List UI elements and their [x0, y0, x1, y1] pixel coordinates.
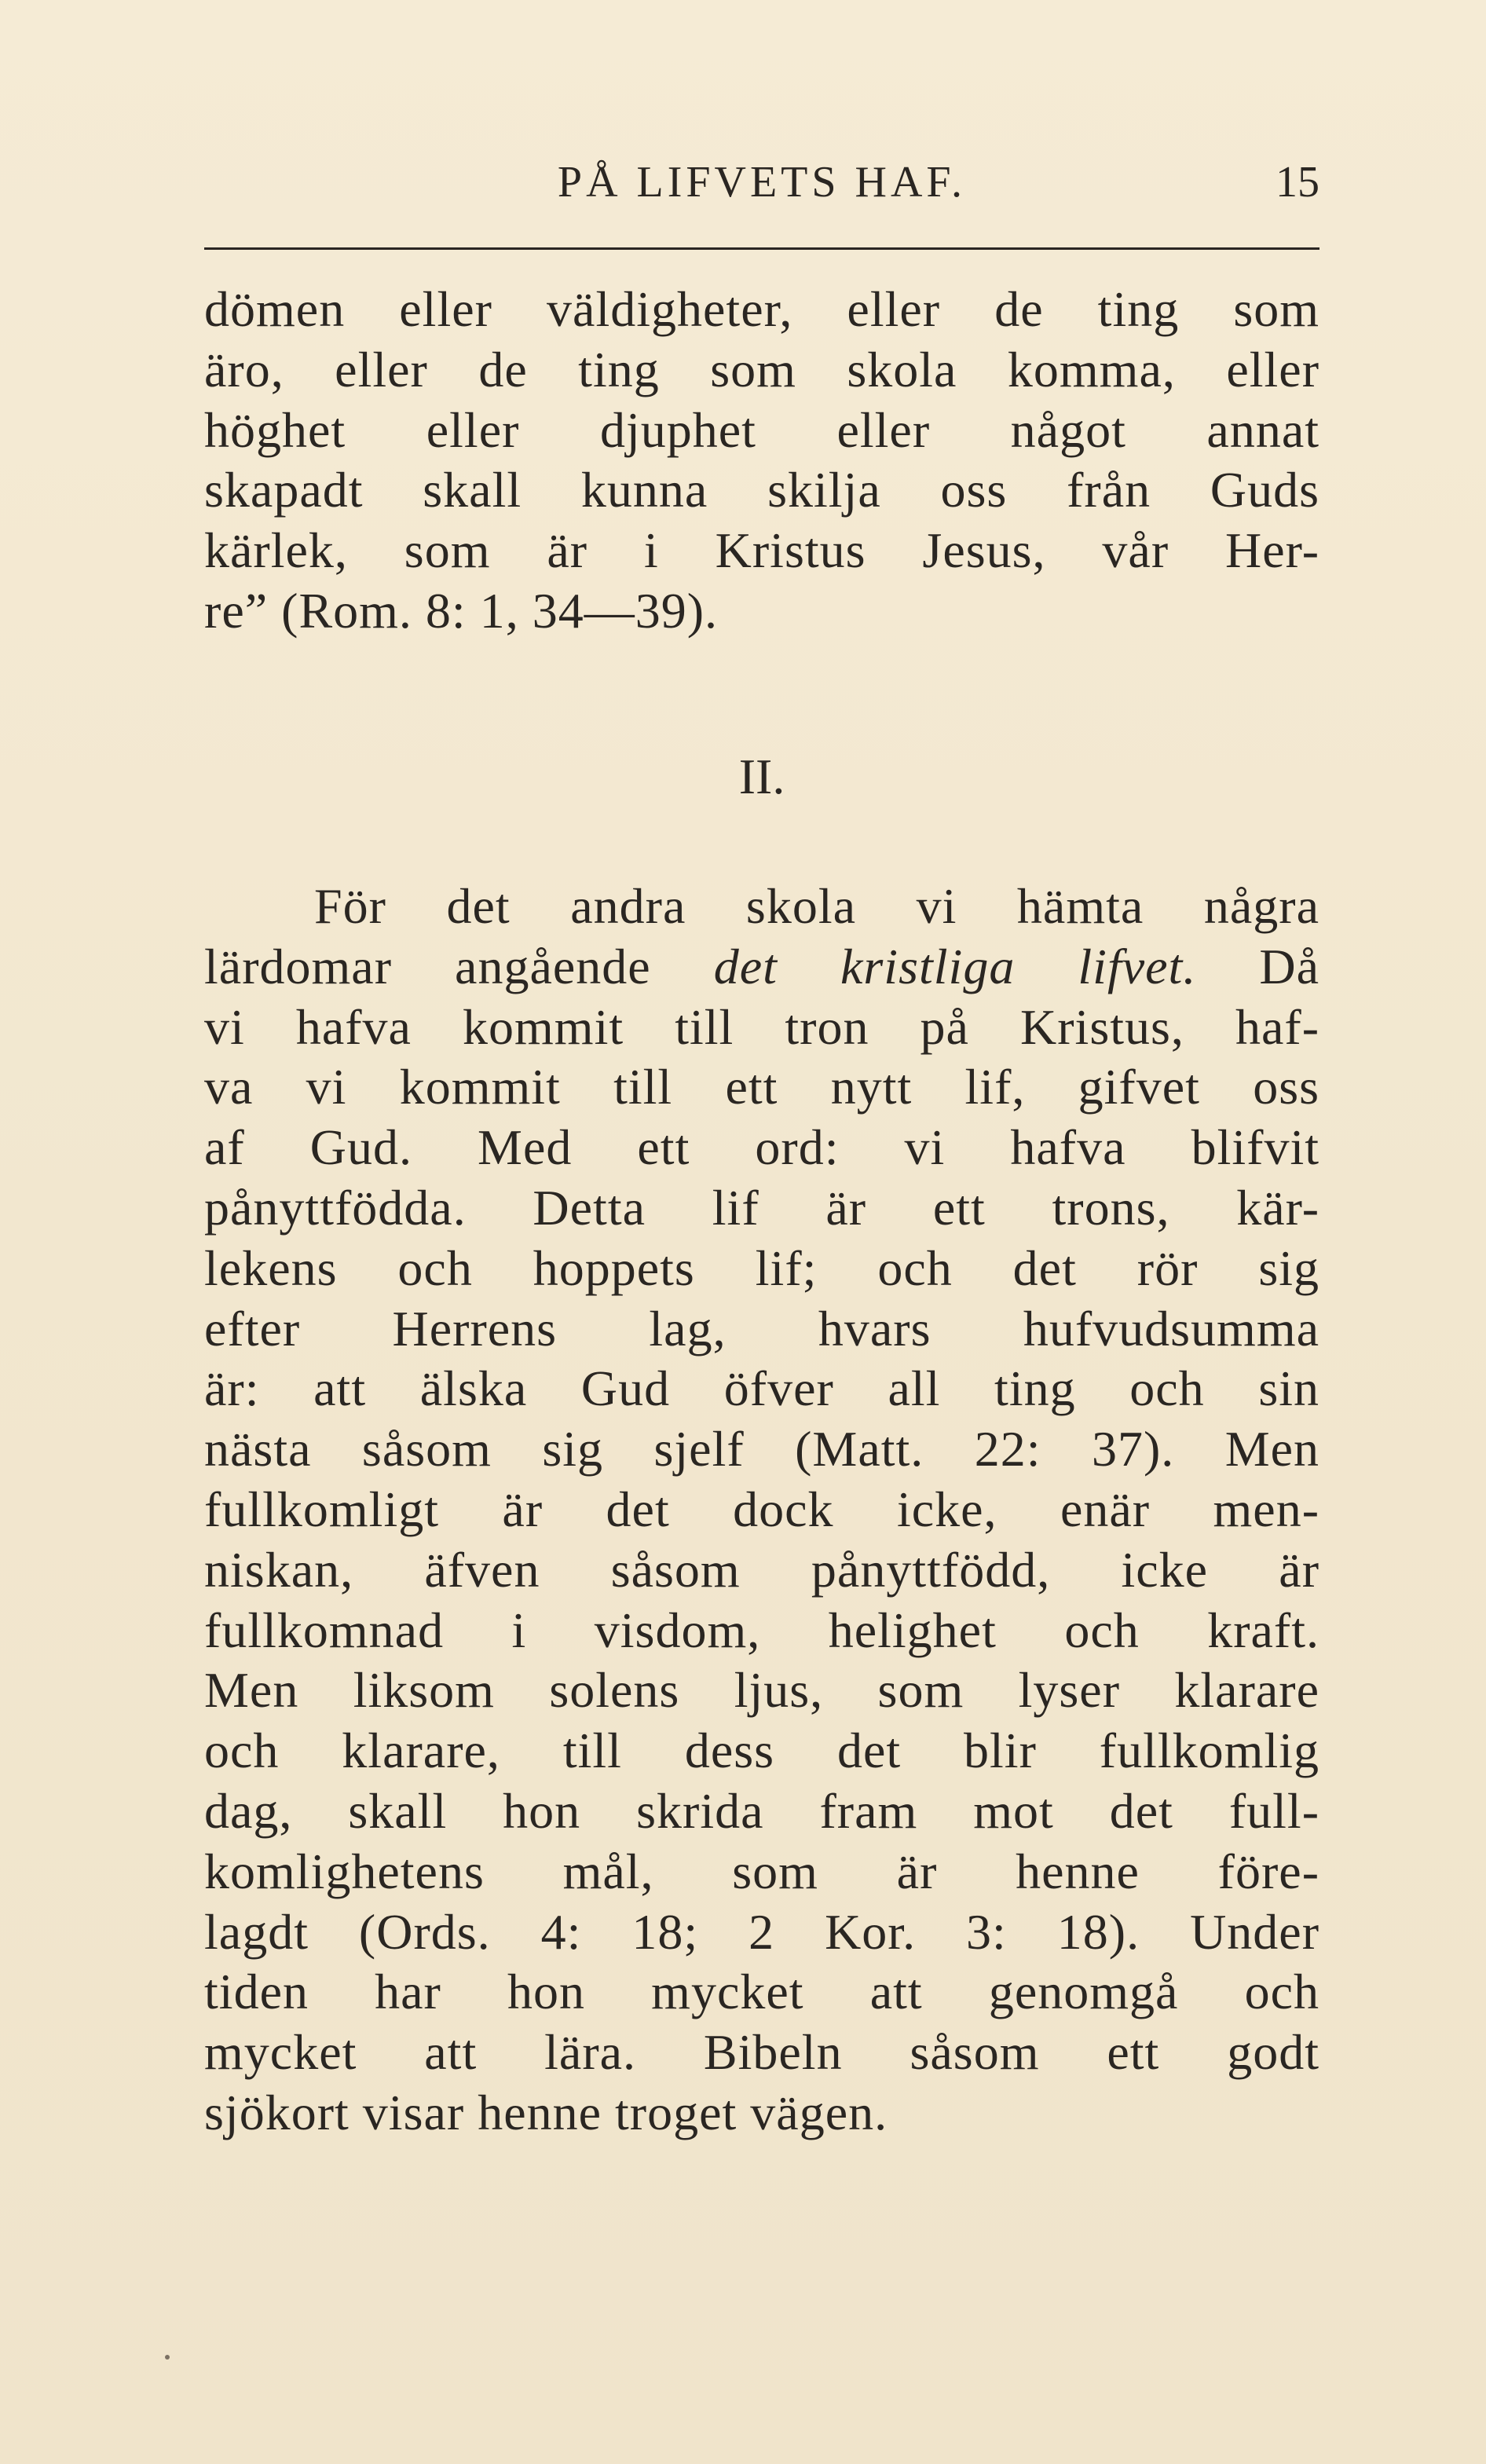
text-line: äro, eller de ting som skola komma, eller — [204, 341, 1319, 397]
text-line: lagdt (Ords. 4: 18; 2 Kor. 3: 18). Under — [204, 1903, 1319, 1960]
text-line: komlighetens mål, som är henne före- — [204, 1843, 1319, 1899]
text-line: kärlek, som är i Kristus Jesus, vår Her- — [204, 522, 1319, 579]
text-line-with-emphasis — [204, 937, 1319, 998]
running-head — [204, 149, 1319, 220]
text-segment: lärdomar angående — [204, 938, 651, 994]
text-line: För det andra skola vi hämta några — [314, 878, 1319, 934]
text-line: fullkomnad i visdom, helighet och kraft. — [204, 1602, 1319, 1658]
text-line: re” (Rom. 8: 1, 34—39). — [204, 582, 718, 639]
header-rule — [204, 247, 1319, 250]
emphasized-phrase: det kristliga lifvet. — [713, 938, 1197, 994]
text-line: skapadt skall kunna skilja oss från Guds — [204, 462, 1319, 518]
page-number: 15 — [1276, 158, 1319, 207]
text-line: sjökort visar henne troget vägen. — [204, 2084, 888, 2140]
paragraph-continued — [204, 280, 1319, 642]
text-line: pånyttfödda. Detta lif är ett trons, kär- — [204, 1179, 1319, 1236]
paragraph-section-two — [204, 877, 1319, 2144]
text-line: Men liksom solens ljus, som lyser klarare — [204, 1662, 1319, 1719]
text-line: niskan, äfven såsom pånyttfödd, icke är — [204, 1541, 1319, 1598]
ink-speck — [165, 2355, 170, 2360]
section-numeral: II. — [738, 749, 785, 804]
text-line: höghet eller djuphet eller något annat — [204, 401, 1319, 458]
text-line: mycket att lära. Bibeln såsom ett godt — [204, 2024, 1319, 2081]
text-line: nästa såsom sig sjelf (Matt. 22: 37). Men — [204, 1421, 1319, 1477]
running-title: PÅ LIFVETS HAF. — [557, 158, 967, 207]
text-line: dag, skall hon skrida fram mot det full- — [204, 1782, 1319, 1839]
text-line: af Gud. Med ett ord: vi hafva blifvit — [204, 1119, 1319, 1176]
text-line: och klarare, till dess det blir fullkomlig — [204, 1723, 1319, 1779]
text-line: dömen eller väldigheter, eller de ting som — [204, 281, 1319, 337]
text-line: vi hafva kommit till tron på Kristus, haf- — [204, 998, 1319, 1055]
text-line: fullkomligt är det dock icke, enär men- — [204, 1481, 1319, 1537]
text-line: efter Herrens lag, hvars hufvudsumma — [204, 1300, 1319, 1356]
text-line: lekens och hoppets lif; och det rör sig — [204, 1239, 1319, 1296]
text-line: tiden har hon mycket att genomgå och — [204, 1964, 1319, 2020]
text-line: är: att älska Gud öfver all ting och sin — [204, 1360, 1319, 1417]
text-line: va vi kommit till ett nytt lif, gifvet oss — [204, 1059, 1319, 1115]
text-segment: Då — [1259, 938, 1320, 994]
